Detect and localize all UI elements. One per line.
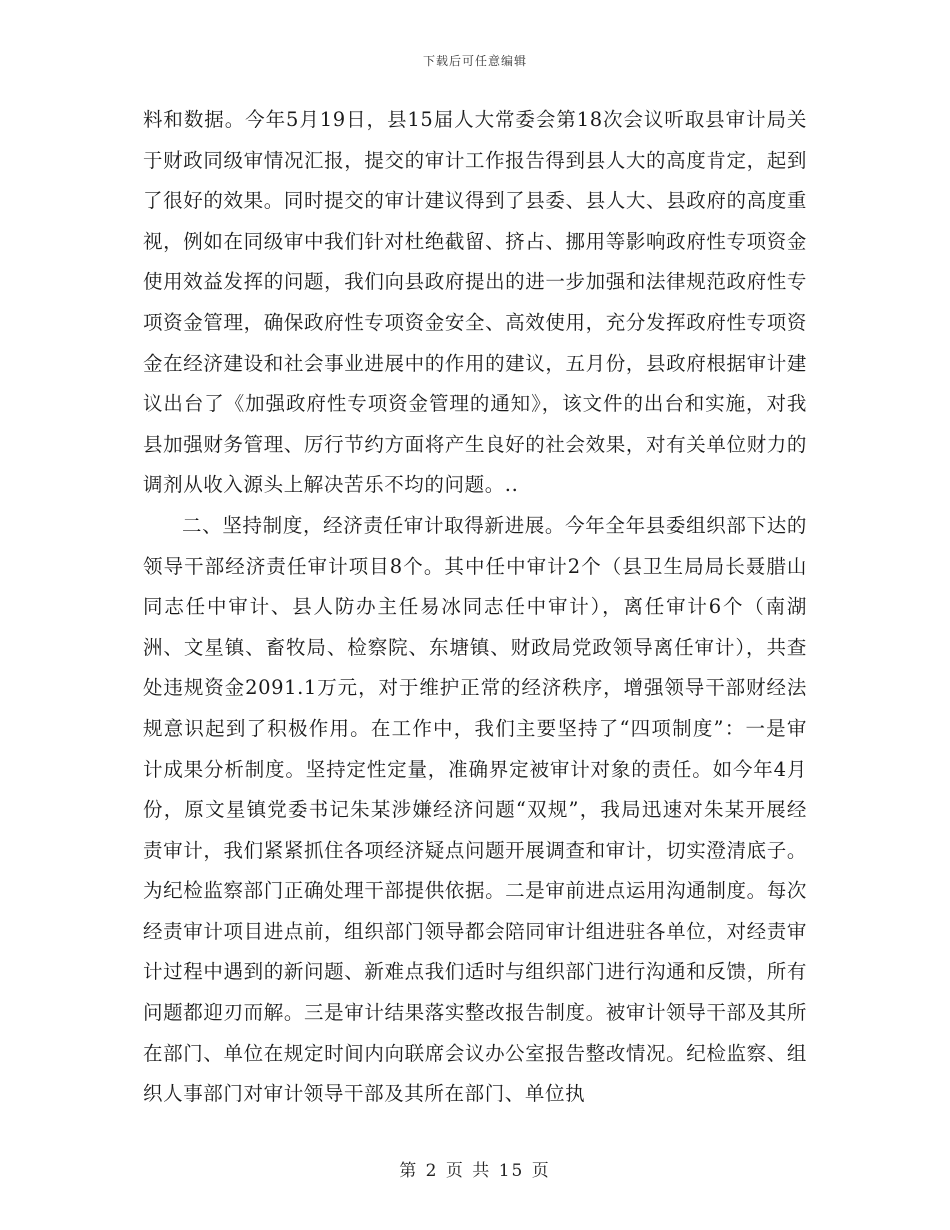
document-body <box>143 100 807 1115</box>
paragraph-continuation: 料和数据。今年5月19日，县15届人大常委会第18次会议听取县审计局关于财政同级审情况汇报，提交的审计工作报告得到县人大的高度肯定，起到了很好的效果。同时提交的审计建议得到了县委、县人大、县政府的高度重视，例如在同级审中我们针对杜绝截留、挤占、挪用等影响政府性专项资金使用效益发挥的问题，我们向县政府提出的进一步加强和法律规范政府性专项资金管理，确保政府性专项资金安全、高效使用，充分发挥政府性专项资金在经济建设和社会事业进展中的作用的建议，五月份，县政府根据审计建议出台了《加强政府性专项资金管理的通知》，该文件的出台和实施，对我县加强财务管理、厉行节约方面将产生良好的社会效果，对有关单位财力的调剂从收入源头上解决苦乐不均的问题。.. <box>143 108 807 497</box>
paragraph-economic-responsibility-audit: 二、坚持制度，经济责任审计取得新进展。今年全年县委组织部下达的领导干部经济责任审计项目8个。其中任中审计2个（县卫生局局长聂腊山同志任中审计、县人防办主任易冰同志任中审计），离任审计6个（南湖洲、文星镇、畜牧局、检察院、东塘镇、财政局党政领导离任审计），共查处违规资金2091.1万元，对于维护正常的经济秩序，增强领导干部财经法规意识起到了积极作用。在工作中，我们主要坚持了“四项制度”：一是审计成果分析制度。坚持定性定量，准确界定被审计对象的责任。如今年4月份，原文星镇党委书记朱某涉嫌经济问题“双规”，我局迅速对朱某开展经责审计，我们紧紧抓住各项经济疑点问题开展调查和审计，切实澄清底子。为纪检监察部门正确处理干部提供依据。二是审前进点运用沟通制度。每次经责审计项目进点前，组织部门领导都会陪同审计组进驻各单位，对经责审计过程中遇到的新问题、新难点我们适时与组织部门进行沟通和反馈，所有问题都迎刃而解。三是审计结果落实整改报告制度。被审计领导干部及其所在部门、单位在规定时间内向联席会议办公室报告整改情况。纪检监察、组织人事部门对审计领导干部及其所在部门、单位执 <box>143 513 807 1106</box>
page-number-footer: 第 2 页 共 15 页 <box>399 1161 551 1181</box>
page-header: 下载后可任意编辑 <box>422 54 527 68</box>
